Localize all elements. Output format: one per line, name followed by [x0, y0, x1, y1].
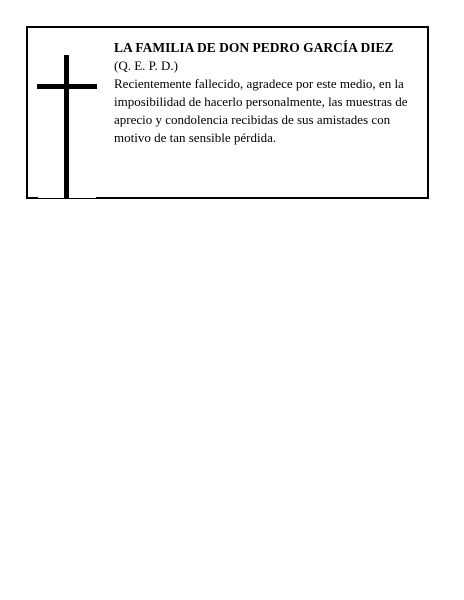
cross-vertical-bar	[64, 55, 69, 198]
notice-subheading: (Q. E. P. D.)	[114, 58, 178, 73]
cross-horizontal-bar	[37, 84, 97, 89]
notice-heading: LA FAMILIA DE DON PEDRO GARCÍA DIEZ	[114, 40, 394, 55]
notice-body: Recientemente fallecido, agradece por este medio, en la imposibilidad de hacerlo personalmente, las muestras de aprecio y condolencia recibidas de sus amistades con motivo de tan sensible pérdida.	[114, 76, 408, 145]
notice-text	[114, 39, 424, 147]
